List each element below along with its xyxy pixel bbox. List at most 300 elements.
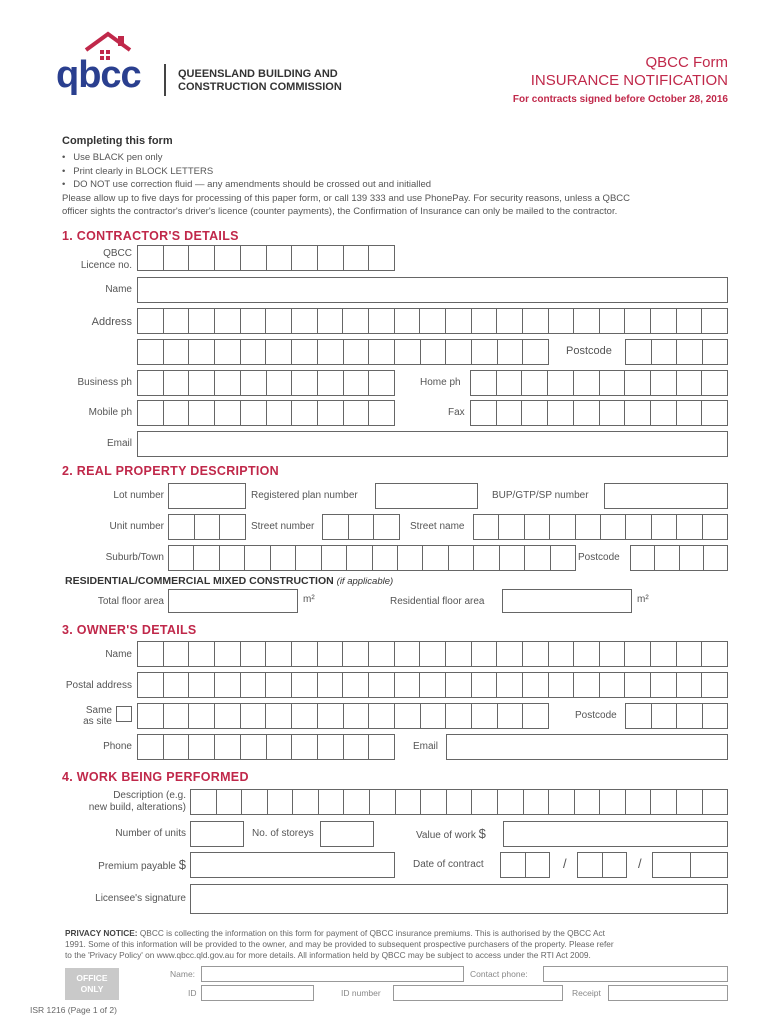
dollar-icon: $ — [478, 826, 486, 841]
character-cell[interactable] — [344, 735, 370, 759]
character-cell[interactable] — [266, 704, 292, 728]
character-cell[interactable] — [164, 246, 190, 270]
character-cell[interactable] — [420, 673, 446, 697]
character-cell[interactable] — [318, 704, 344, 728]
character-cell[interactable] — [420, 309, 446, 333]
character-cell[interactable] — [369, 246, 394, 270]
character-cell[interactable] — [472, 704, 498, 728]
character-cell[interactable] — [523, 309, 549, 333]
character-cell[interactable] — [344, 371, 370, 395]
character-cell[interactable] — [501, 853, 526, 877]
character-cell[interactable] — [703, 790, 728, 814]
character-cell[interactable] — [600, 401, 626, 425]
character-cell[interactable] — [472, 309, 498, 333]
character-cell[interactable] — [526, 853, 550, 877]
owner-postcode-label: Postcode — [575, 710, 617, 721]
postal-address-line2-input[interactable] — [137, 703, 549, 729]
form-subtitle: For contracts signed before October 28, 2016 — [512, 94, 728, 105]
character-cell[interactable] — [680, 546, 704, 570]
character-cell[interactable] — [702, 401, 727, 425]
character-cell[interactable] — [138, 401, 164, 425]
character-cell[interactable] — [574, 371, 600, 395]
character-cell[interactable] — [497, 642, 523, 666]
character-cell[interactable] — [318, 735, 344, 759]
character-cell[interactable] — [600, 790, 626, 814]
character-cell[interactable] — [703, 340, 728, 364]
bullet-item: • DO NOT use correction fluid — any amendments should be crossed out and initialled — [62, 179, 432, 190]
storeys-input[interactable] — [320, 821, 374, 847]
office-id-input[interactable] — [201, 985, 314, 1001]
character-cell[interactable] — [241, 371, 267, 395]
character-cell[interactable] — [601, 515, 626, 539]
character-cell[interactable] — [343, 309, 369, 333]
character-cell[interactable] — [195, 515, 221, 539]
character-cell[interactable] — [498, 790, 524, 814]
address-line2-input[interactable] — [137, 339, 549, 365]
character-cell[interactable] — [524, 790, 550, 814]
character-cell[interactable] — [395, 642, 421, 666]
instructions-heading: Completing this form — [62, 135, 173, 147]
character-cell[interactable] — [497, 673, 523, 697]
character-cell[interactable] — [242, 790, 268, 814]
character-cell[interactable] — [164, 673, 190, 697]
character-cell[interactable] — [703, 515, 727, 539]
character-cell[interactable] — [446, 673, 472, 697]
character-cell[interactable] — [421, 790, 447, 814]
character-cell[interactable] — [704, 546, 727, 570]
postcode-label: Postcode — [566, 345, 612, 357]
character-cell[interactable] — [215, 642, 241, 666]
character-cell[interactable] — [523, 340, 548, 364]
character-cell[interactable] — [296, 546, 321, 570]
office-id-number-input[interactable] — [393, 985, 563, 1001]
character-cell[interactable] — [369, 401, 394, 425]
same-as-site-label: Same as site — [83, 705, 112, 727]
character-cell[interactable] — [691, 853, 728, 877]
character-cell[interactable] — [241, 704, 267, 728]
character-cell[interactable] — [189, 401, 215, 425]
character-cell[interactable] — [245, 546, 270, 570]
character-cell[interactable] — [549, 790, 575, 814]
character-cell[interactable] — [702, 673, 727, 697]
character-cell[interactable] — [396, 790, 422, 814]
character-cell[interactable] — [369, 704, 395, 728]
character-cell[interactable] — [374, 515, 399, 539]
character-cell[interactable] — [549, 673, 575, 697]
character-cell[interactable] — [677, 309, 703, 333]
office-contact-input[interactable] — [543, 966, 728, 982]
character-cell[interactable] — [241, 340, 267, 364]
mobile-ph-input[interactable] — [137, 400, 395, 426]
character-cell[interactable] — [323, 515, 349, 539]
character-cell[interactable] — [319, 790, 345, 814]
office-receipt-input[interactable] — [608, 985, 728, 1001]
character-cell[interactable] — [651, 401, 677, 425]
character-cell[interactable] — [472, 340, 498, 364]
character-cell[interactable] — [369, 673, 395, 697]
character-cell[interactable] — [523, 704, 548, 728]
logo-divider — [164, 64, 166, 96]
character-cell[interactable] — [293, 790, 319, 814]
contractor-postcode-input[interactable] — [625, 339, 728, 365]
character-cell[interactable] — [369, 371, 394, 395]
character-cell[interactable] — [522, 371, 548, 395]
character-cell[interactable] — [651, 642, 677, 666]
character-cell[interactable] — [472, 642, 498, 666]
character-cell[interactable] — [292, 735, 318, 759]
character-cell[interactable] — [625, 642, 651, 666]
character-cell[interactable] — [241, 309, 267, 333]
character-cell[interactable] — [349, 515, 375, 539]
unit-number-input[interactable] — [168, 514, 246, 540]
character-cell[interactable] — [292, 246, 318, 270]
character-cell[interactable] — [525, 515, 550, 539]
character-cell[interactable] — [373, 546, 398, 570]
character-cell[interactable] — [423, 546, 448, 570]
character-cell[interactable] — [189, 340, 215, 364]
character-cell[interactable] — [525, 546, 550, 570]
section-3-title: 3. OWNER'S DETAILS — [62, 623, 197, 637]
character-cell[interactable] — [266, 340, 292, 364]
character-cell[interactable] — [268, 790, 294, 814]
suburb-label: Suburb/Town — [105, 552, 164, 563]
character-cell[interactable] — [498, 340, 524, 364]
character-cell[interactable] — [395, 309, 421, 333]
character-cell[interactable] — [241, 246, 267, 270]
character-cell[interactable] — [677, 515, 702, 539]
character-cell[interactable] — [344, 704, 370, 728]
character-cell[interactable] — [138, 642, 164, 666]
character-cell[interactable] — [395, 673, 421, 697]
character-cell[interactable] — [220, 546, 245, 570]
character-cell[interactable] — [344, 790, 370, 814]
home-ph-label: Home ph — [420, 377, 461, 388]
character-cell[interactable] — [215, 401, 241, 425]
character-cell[interactable] — [189, 673, 215, 697]
premium-input[interactable] — [190, 852, 395, 878]
character-cell[interactable] — [651, 309, 677, 333]
character-cell[interactable] — [169, 546, 194, 570]
character-cell[interactable] — [347, 546, 372, 570]
character-cell[interactable] — [292, 401, 318, 425]
character-cell[interactable] — [241, 735, 267, 759]
signature-input[interactable] — [190, 884, 728, 914]
character-cell[interactable] — [138, 673, 164, 697]
character-cell[interactable] — [292, 340, 318, 364]
character-cell[interactable] — [369, 642, 395, 666]
character-cell[interactable] — [164, 371, 190, 395]
character-cell[interactable] — [292, 309, 318, 333]
character-cell[interactable] — [603, 853, 627, 877]
office-name-label: Name: — [170, 969, 196, 979]
licence-number-input[interactable] — [137, 245, 395, 271]
registered-plan-input[interactable] — [375, 483, 478, 509]
owner-phone-label: Phone — [103, 741, 132, 752]
character-cell[interactable] — [215, 704, 241, 728]
units-input[interactable] — [190, 821, 244, 847]
character-cell[interactable] — [292, 371, 318, 395]
character-cell[interactable] — [703, 704, 728, 728]
character-cell[interactable] — [523, 642, 549, 666]
character-cell[interactable] — [626, 515, 651, 539]
character-cell[interactable] — [574, 309, 600, 333]
character-cell[interactable] — [369, 309, 395, 333]
character-cell[interactable] — [626, 704, 652, 728]
character-cell[interactable] — [626, 340, 652, 364]
character-cell[interactable] — [652, 340, 678, 364]
character-cell[interactable] — [164, 401, 190, 425]
postal-address-line1-input[interactable] — [137, 672, 728, 698]
character-cell[interactable] — [446, 642, 472, 666]
character-cell[interactable] — [550, 515, 575, 539]
character-cell[interactable] — [446, 340, 472, 364]
character-cell[interactable] — [138, 340, 164, 364]
fax-input[interactable] — [470, 400, 728, 426]
character-cell[interactable] — [677, 371, 703, 395]
character-cell[interactable] — [474, 546, 499, 570]
character-cell[interactable] — [677, 790, 703, 814]
character-cell[interactable] — [164, 735, 190, 759]
owner-name-input[interactable] — [137, 641, 728, 667]
character-cell[interactable] — [471, 401, 497, 425]
character-cell[interactable] — [395, 340, 421, 364]
same-as-site-checkbox[interactable] — [116, 706, 132, 722]
character-cell[interactable] — [369, 340, 395, 364]
date-day-input[interactable] — [500, 852, 550, 878]
character-cell[interactable] — [523, 673, 549, 697]
character-cell[interactable] — [625, 309, 651, 333]
character-cell[interactable] — [421, 704, 447, 728]
character-cell[interactable] — [138, 371, 164, 395]
character-cell[interactable] — [548, 401, 574, 425]
character-cell[interactable] — [499, 515, 524, 539]
privacy-notice: PRIVACY NOTICE: QBCC is collecting the information on this form for payment of QBCC insurance premiums. This is authorised by the QBCC Act 1991. Some of this information will be provided to the owner, and may be provided to subsequent prospective purchasers of the property. Please refer to the 'Privacy Policy' on www.qbcc.qld.gov.au for more details. All information held by QBCC may be subject to access under the RTI Act 2009. — [65, 928, 614, 960]
address-line1-input[interactable] — [137, 308, 728, 334]
character-cell[interactable] — [138, 246, 164, 270]
character-cell[interactable] — [138, 309, 164, 333]
character-cell[interactable] — [474, 515, 499, 539]
character-cell[interactable] — [343, 673, 369, 697]
character-cell[interactable] — [575, 790, 601, 814]
character-cell[interactable] — [576, 515, 601, 539]
character-cell[interactable] — [449, 546, 474, 570]
character-cell[interactable] — [472, 790, 498, 814]
character-cell[interactable] — [472, 673, 498, 697]
character-cell[interactable] — [395, 704, 421, 728]
character-cell[interactable] — [574, 673, 600, 697]
value-of-work-input[interactable] — [503, 821, 728, 847]
character-cell[interactable] — [702, 642, 727, 666]
home-ph-input[interactable] — [470, 370, 728, 396]
office-name-input[interactable] — [201, 966, 464, 982]
character-cell[interactable] — [398, 546, 423, 570]
instructions-bullets — [62, 151, 630, 219]
lot-number-input[interactable] — [168, 483, 246, 509]
character-cell[interactable] — [471, 371, 497, 395]
signature-label: Licensee's signature — [95, 893, 186, 904]
character-cell[interactable] — [420, 642, 446, 666]
character-cell[interactable] — [169, 515, 195, 539]
lot-number-label: Lot number — [113, 490, 164, 501]
property-postcode-input[interactable] — [630, 545, 728, 571]
business-ph-input[interactable] — [137, 370, 395, 396]
character-cell[interactable] — [625, 673, 651, 697]
email-label: Email — [106, 438, 132, 449]
character-cell[interactable] — [189, 642, 215, 666]
character-cell[interactable] — [578, 853, 603, 877]
character-cell[interactable] — [344, 340, 370, 364]
character-cell[interactable] — [318, 246, 344, 270]
owner-postcode-input[interactable] — [625, 703, 728, 729]
character-cell[interactable] — [343, 642, 369, 666]
character-cell[interactable] — [292, 673, 318, 697]
date-month-input[interactable] — [577, 852, 627, 878]
character-cell[interactable] — [344, 246, 370, 270]
character-cell[interactable] — [651, 371, 677, 395]
character-cell[interactable] — [600, 371, 626, 395]
character-cell[interactable] — [625, 401, 651, 425]
character-cell[interactable] — [266, 673, 292, 697]
character-cell[interactable] — [189, 371, 215, 395]
character-cell[interactable] — [318, 340, 344, 364]
character-cell[interactable] — [220, 515, 245, 539]
character-cell[interactable] — [574, 401, 600, 425]
character-cell[interactable] — [600, 309, 626, 333]
character-cell[interactable] — [189, 309, 215, 333]
character-cell[interactable] — [318, 642, 344, 666]
licence-label: QBCC Licence no. — [80, 248, 132, 271]
character-cell[interactable] — [189, 704, 215, 728]
character-cell[interactable] — [446, 704, 472, 728]
character-cell[interactable] — [267, 246, 293, 270]
character-cell[interactable] — [292, 704, 318, 728]
character-cell[interactable] — [370, 790, 396, 814]
character-cell[interactable] — [498, 704, 524, 728]
character-cell[interactable] — [267, 371, 293, 395]
section-4-title: 4. WORK BEING PERFORMED — [62, 770, 249, 784]
character-cell[interactable] — [497, 401, 523, 425]
section-2-title: 2. REAL PROPERTY DESCRIPTION — [62, 464, 280, 478]
character-cell[interactable] — [574, 642, 600, 666]
character-cell[interactable] — [653, 853, 691, 877]
character-cell[interactable] — [217, 790, 243, 814]
street-number-input[interactable] — [322, 514, 400, 540]
character-cell[interactable] — [652, 704, 678, 728]
character-cell[interactable] — [626, 790, 652, 814]
name-label: Name — [105, 284, 132, 295]
contractor-name-input[interactable] — [137, 277, 728, 303]
character-cell[interactable] — [271, 546, 296, 570]
character-cell[interactable] — [164, 642, 190, 666]
character-cell[interactable] — [344, 401, 370, 425]
character-cell[interactable] — [215, 735, 241, 759]
character-cell[interactable] — [267, 735, 293, 759]
description-input[interactable] — [190, 789, 728, 815]
character-cell[interactable] — [446, 309, 472, 333]
bullet-item: • Print clearly in BLOCK LETTERS — [62, 165, 214, 177]
character-cell[interactable] — [677, 642, 703, 666]
character-cell[interactable] — [677, 340, 703, 364]
character-cell[interactable] — [189, 735, 215, 759]
residential-floor-input[interactable] — [502, 589, 632, 613]
character-cell[interactable] — [215, 340, 241, 364]
character-cell[interactable] — [652, 515, 677, 539]
total-floor-input[interactable] — [168, 589, 298, 613]
character-cell[interactable] — [651, 790, 677, 814]
character-cell[interactable] — [497, 371, 523, 395]
character-cell[interactable] — [500, 546, 525, 570]
form-name: INSURANCE NOTIFICATION — [530, 72, 728, 89]
character-cell[interactable] — [600, 642, 626, 666]
character-cell[interactable] — [677, 401, 703, 425]
date-year-input[interactable] — [652, 852, 728, 878]
character-cell[interactable] — [600, 673, 626, 697]
character-cell[interactable] — [164, 309, 190, 333]
character-cell[interactable] — [164, 340, 190, 364]
owner-email-input[interactable] — [446, 734, 728, 760]
character-cell[interactable] — [266, 642, 292, 666]
character-cell[interactable] — [549, 309, 575, 333]
character-cell[interactable] — [318, 371, 344, 395]
character-cell[interactable] — [241, 642, 267, 666]
character-cell[interactable] — [164, 704, 190, 728]
suburb-input[interactable] — [168, 545, 576, 571]
character-cell[interactable] — [266, 309, 292, 333]
character-cell[interactable] — [702, 371, 727, 395]
character-cell[interactable] — [215, 246, 241, 270]
bup-input[interactable] — [604, 483, 728, 509]
character-cell[interactable] — [548, 371, 574, 395]
character-cell[interactable] — [194, 546, 219, 570]
character-cell[interactable] — [318, 309, 344, 333]
character-cell[interactable] — [138, 704, 164, 728]
character-cell[interactable] — [292, 642, 318, 666]
character-cell[interactable] — [215, 673, 241, 697]
character-cell[interactable] — [549, 642, 575, 666]
character-cell[interactable] — [651, 673, 677, 697]
character-cell[interactable] — [191, 790, 217, 814]
character-cell[interactable] — [215, 309, 241, 333]
contractor-email-input[interactable] — [137, 431, 728, 457]
character-cell[interactable] — [522, 401, 548, 425]
character-cell[interactable] — [677, 704, 703, 728]
character-cell[interactable] — [631, 546, 655, 570]
character-cell[interactable] — [551, 546, 575, 570]
character-cell[interactable] — [677, 673, 703, 697]
owner-phone-input[interactable] — [137, 734, 395, 760]
character-cell[interactable] — [369, 735, 394, 759]
character-cell[interactable] — [267, 401, 293, 425]
date-slash-2: / — [638, 856, 642, 871]
character-cell[interactable] — [241, 401, 267, 425]
character-cell[interactable] — [702, 309, 727, 333]
character-cell[interactable] — [625, 371, 651, 395]
character-cell[interactable] — [215, 371, 241, 395]
character-cell[interactable] — [497, 309, 523, 333]
character-cell[interactable] — [447, 790, 473, 814]
character-cell[interactable] — [655, 546, 679, 570]
character-cell[interactable] — [241, 673, 267, 697]
street-name-input[interactable] — [473, 514, 728, 540]
character-cell[interactable] — [322, 546, 347, 570]
office-only-badge: OFFICE ONLY — [65, 968, 119, 1000]
section-1-title: 1. CONTRACTOR'S DETAILS — [62, 229, 239, 243]
character-cell[interactable] — [318, 401, 344, 425]
character-cell[interactable] — [318, 673, 344, 697]
character-cell[interactable] — [421, 340, 447, 364]
character-cell[interactable] — [189, 246, 215, 270]
character-cell[interactable] — [138, 735, 164, 759]
